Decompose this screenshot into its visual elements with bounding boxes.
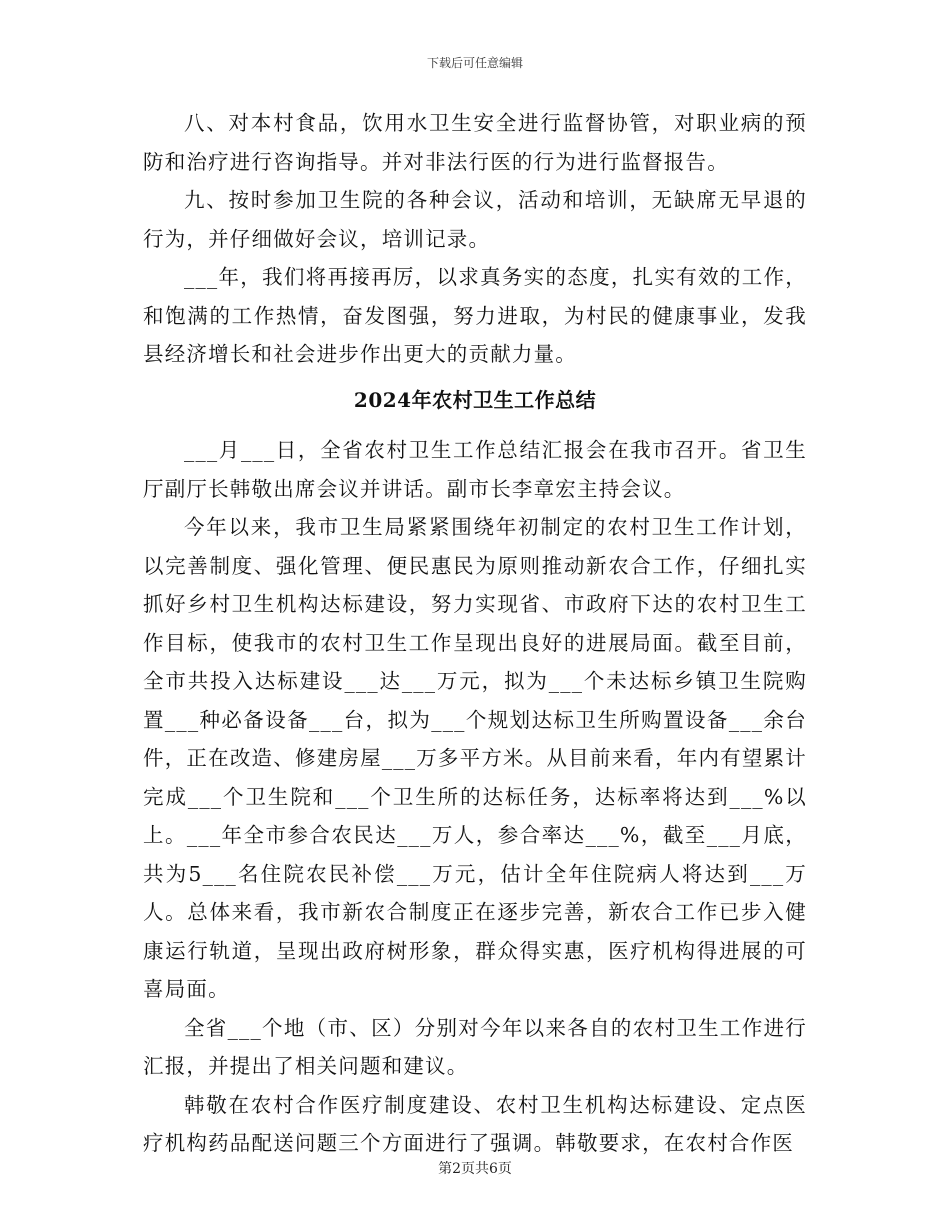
paragraph-prev-3: ___年，我们将再接再厉，以求真务实的态度，扎实有效的工作，和饱满的工作热情，奋发图强，努力进取，为村民的健康事业，发我县经济增长和社会进步作出更大的贡献力量。 [143, 265, 807, 366]
paragraph-prev-1: 八、对本村食品，饮用水卫生安全进行监督协管，对职业病的预防和治疗进行咨询指导。并对非法行医的行为进行监督报告。 [143, 111, 807, 174]
document-body [143, 104, 807, 1163]
paragraph-prev-2: 九、按时参加卫生院的各种会议，活动和培训，无缺席无早退的行为，并仔细做好会议，培训记录。 [143, 188, 807, 251]
paragraph-3: 全省___个地（市、区）分别对今年以来各自的农村卫生工作进行汇报，并提出了相关问题和建议。 [143, 1015, 807, 1078]
paragraph-1: ___月___日，全省农村卫生工作总结汇报会在我市召开。省卫生厅副厅长韩敬出席会议并讲话。副市长李章宏主持会议。 [143, 438, 807, 501]
page-header: 下载后可任意编辑 [426, 56, 523, 70]
paragraph-4: 韩敬在农村合作医疗制度建设、农村卫生机构达标建设、定点医疗机构药品配送问题三个方面进行了强调。韩敬要求，在农村合作医 [143, 1092, 807, 1155]
section-title: 2024年农村卫生工作总结 [353, 387, 597, 412]
page-footer: 第2页共6页 [438, 1161, 512, 1177]
paragraph-2: 今年以来，我市卫生局紧紧围绕年初制定的农村卫生工作计划，以完善制度、强化管理、便民惠民为原则推动新农合工作，仔细扎实抓好乡村卫生机构达标建设，努力实现省、市政府下达的农村卫生工作目标，使我市的农村卫生工作呈现出良好的进展局面。截至目前，全市共投入达标建设___达___万元，拟为___个未达标乡镇卫生院购置___种必备设备___台，拟为___个规划达标卫生所购置设备___余台件，正在改造、修建房屋___万多平方米。从目前来看，年内有望累计完成___个卫生院和___个卫生所的达标任务，达标率将达到___%以上。___年全市参合农民达___万人，参合率达___%，截至___月底，共为5___名住院农民补偿___万元，估计全年住院病人将达到___万人。总体来看，我市新农合制度正在逐步完善，新农合工作已步入健康运行轨道，呈现出政府树形象，群众得实惠，医疗机构得进展的可喜局面。 [143, 515, 807, 1001]
